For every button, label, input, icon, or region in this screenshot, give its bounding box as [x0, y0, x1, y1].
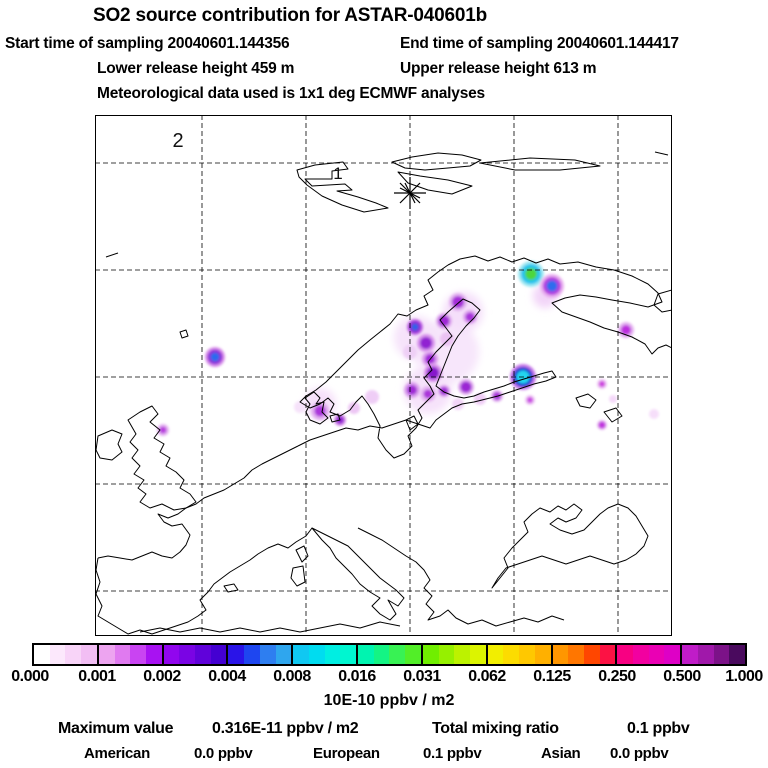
hotspot-contour — [315, 406, 326, 417]
colorbar-cell — [633, 645, 649, 664]
colorbar-segment-7 — [488, 645, 553, 664]
colorbar-cell — [454, 645, 470, 664]
coastline-italy — [312, 528, 404, 620]
waypoint-label-2: 2 — [172, 130, 184, 152]
colorbar-cell — [600, 645, 616, 664]
coastline-jan-mayen — [106, 253, 118, 257]
hotspot-contour — [294, 401, 306, 413]
so2-hotspot — [525, 395, 535, 405]
colorbar-segment-8 — [553, 645, 618, 664]
coastline-uk — [128, 406, 196, 510]
hotspot-contour — [452, 296, 464, 308]
coastline-iberia — [96, 528, 312, 634]
hotspot-contour — [466, 313, 475, 322]
max-value-label: Maximum value — [58, 720, 174, 737]
upper-release-label: Upper release height 613 m — [400, 60, 597, 77]
colorbar-cell — [584, 645, 600, 664]
colorbar-cell — [553, 645, 569, 664]
so2-hotspot — [649, 409, 659, 419]
colorbar-cell — [293, 645, 309, 664]
colorbar-tick-label: 0.125 — [533, 668, 571, 685]
colorbar-cell — [405, 645, 421, 664]
colorbar-cell — [358, 645, 374, 664]
colorbar-cell — [389, 645, 405, 664]
colorbar-cell — [260, 645, 276, 664]
met-data-label: Meteorological data used is 1x1 deg ECMWF analyses — [97, 85, 485, 102]
so2-hotspot — [157, 424, 169, 436]
colorbar-cell — [211, 645, 227, 664]
so2-hotspot — [404, 382, 420, 398]
colorbar-cell — [81, 645, 97, 664]
coastline-black-sea — [492, 504, 648, 588]
colorbar-cell — [714, 645, 730, 664]
coastline-balkans-greece — [358, 528, 564, 626]
hotspot-contour — [527, 397, 533, 403]
so2-hotspot — [205, 347, 225, 367]
region-asian-value: 0.0 ppbv — [610, 745, 669, 762]
coastline-nw-europe — [98, 446, 298, 560]
colorbar-cell — [649, 645, 665, 664]
coastlines — [96, 152, 671, 634]
colorbar-cell — [130, 645, 146, 664]
colorbar-cell — [99, 645, 115, 664]
colorbar-segment-1 — [99, 645, 164, 664]
lower-release-label: Lower release height 459 m — [97, 60, 295, 77]
colorbar-segment-10 — [682, 645, 745, 664]
colorbar-segment-0 — [34, 645, 99, 664]
colorbar-tick-label: 0.008 — [273, 668, 311, 685]
max-value: 0.316E-11 ppbv / m2 — [212, 720, 359, 737]
so2-hotspot — [438, 385, 450, 397]
so2-hotspot — [618, 322, 634, 338]
so2-hotspot — [311, 402, 329, 420]
so2-hotspot — [294, 401, 306, 413]
region-american-value: 0.0 ppbv — [194, 745, 253, 762]
so2-hotspot — [597, 420, 607, 430]
colorbar-cell — [664, 645, 680, 664]
latlon-grid — [96, 116, 671, 635]
colorbar-tick-label: 1.000 — [725, 668, 763, 685]
coastline-svalbard-east — [392, 153, 481, 170]
hotspot-contour — [609, 395, 617, 403]
colorbar-cell — [115, 645, 131, 664]
coastline-north-africa — [140, 622, 400, 632]
colorbar-cell — [470, 645, 486, 664]
so2-hotspot — [424, 364, 442, 382]
coastline-lake-ladoga — [576, 394, 596, 408]
colorbar-segment-5 — [358, 645, 423, 664]
so2-hotspot — [597, 379, 607, 389]
coastline-lake-onega — [604, 408, 622, 422]
hotspot-contour — [348, 402, 360, 414]
so2-hotspot — [518, 261, 544, 287]
colorbar-units-label: 10E-10 ppbv / m2 — [323, 692, 455, 709]
hotspot-contour — [365, 390, 379, 404]
so2-hotspot — [365, 390, 379, 404]
so2-hotspot — [458, 379, 474, 395]
coastline-faroe — [180, 330, 188, 338]
colorbar-cell — [244, 645, 260, 664]
hotspot-contour — [547, 281, 558, 292]
so2-hotspot-layer — [157, 261, 659, 436]
so2-hotspot — [407, 319, 423, 335]
colorbar-cell — [65, 645, 81, 664]
colorbar-tick-label: 0.016 — [338, 668, 376, 685]
coastline-top-right-dash — [655, 152, 668, 155]
colorbar-segment-4 — [293, 645, 358, 664]
colorbar-segment-9 — [617, 645, 682, 664]
colorbar-cell — [617, 645, 633, 664]
coastline-right-edge-hook — [654, 290, 671, 312]
hotspot-contour — [211, 353, 220, 362]
region-american-label: American — [84, 745, 150, 762]
hotspot-contour — [407, 385, 417, 395]
hotspot-contour — [599, 381, 605, 387]
page-title: SO2 source contribution for ASTAR-040601b — [93, 5, 488, 26]
hotspot-contour — [440, 387, 448, 395]
hotspot-contour — [412, 324, 419, 331]
colorbar-cell — [568, 645, 584, 664]
colorbar-cell — [503, 645, 519, 664]
so2-hotspot — [440, 332, 454, 346]
colorbar-segment-6 — [423, 645, 488, 664]
colorbar-cell — [228, 645, 244, 664]
waypoint-label-1: 1 — [333, 164, 343, 183]
colorbar-cell — [276, 645, 292, 664]
hotspot-contour — [440, 332, 454, 346]
region-european-value: 0.1 ppbv — [423, 745, 482, 762]
colorbar-cell — [146, 645, 162, 664]
hotspot-contour — [420, 337, 432, 349]
colorbar-cell — [325, 645, 341, 664]
colorbar-cell — [309, 645, 325, 664]
hotspot-contour — [599, 422, 606, 429]
end-time-label: End time of sampling 20040601.144417 — [400, 35, 679, 52]
so2-hotspot — [609, 395, 617, 403]
so2-hotspot — [348, 402, 360, 414]
colorbar-tick-label: 0.031 — [403, 668, 441, 685]
colorbar-tick-label: 0.500 — [663, 668, 701, 685]
colorbar-tick-label: 0.250 — [598, 668, 636, 685]
colorbar-tick-label: 0.002 — [143, 668, 181, 685]
colorbar-cell — [423, 645, 439, 664]
total-mixing-ratio-label: Total mixing ratio — [432, 720, 559, 737]
coastline-svalbard-edge-island — [480, 158, 600, 170]
start-time-label: Start time of sampling 20040601.144356 — [5, 35, 290, 52]
colorbar-segment-2 — [164, 645, 229, 664]
colorbar-cell — [698, 645, 714, 664]
colorbar-cell — [729, 645, 745, 664]
colorbar-cell — [340, 645, 356, 664]
so2-hotspot — [417, 334, 435, 352]
colorbar-tick-label: 0.001 — [78, 668, 116, 685]
colorbar-tick-label: 0.000 — [11, 668, 49, 685]
europe-map — [96, 116, 671, 635]
colorbar-cell — [50, 645, 66, 664]
hotspot-contour — [461, 382, 472, 393]
colorbar-cell — [439, 645, 455, 664]
colorbar-cell — [179, 645, 195, 664]
colorbar-cell — [535, 645, 551, 664]
total-mixing-ratio-value: 0.1 ppbv — [627, 720, 690, 737]
so2-hotspot — [540, 274, 564, 298]
region-asian-label: Asian — [541, 745, 581, 762]
colorbar-cell — [164, 645, 180, 664]
coastline-ireland — [96, 430, 122, 460]
region-european-label: European — [313, 745, 380, 762]
colorbar-cell — [682, 645, 698, 664]
colorbar-cell — [488, 645, 504, 664]
colorbar — [32, 643, 747, 666]
colorbar-segment-3 — [228, 645, 293, 664]
colorbar-cell — [374, 645, 390, 664]
coastline-sardinia — [291, 566, 305, 586]
colorbar-tick-label: 0.062 — [468, 668, 506, 685]
colorbar-cell — [195, 645, 211, 664]
map-panel — [95, 115, 672, 636]
colorbar-cell — [34, 645, 50, 664]
hotspot-contour — [649, 409, 659, 419]
colorbar-tick-label: 0.004 — [208, 668, 246, 685]
hotspot-contour — [160, 427, 167, 434]
colorbar-cell — [519, 645, 535, 664]
